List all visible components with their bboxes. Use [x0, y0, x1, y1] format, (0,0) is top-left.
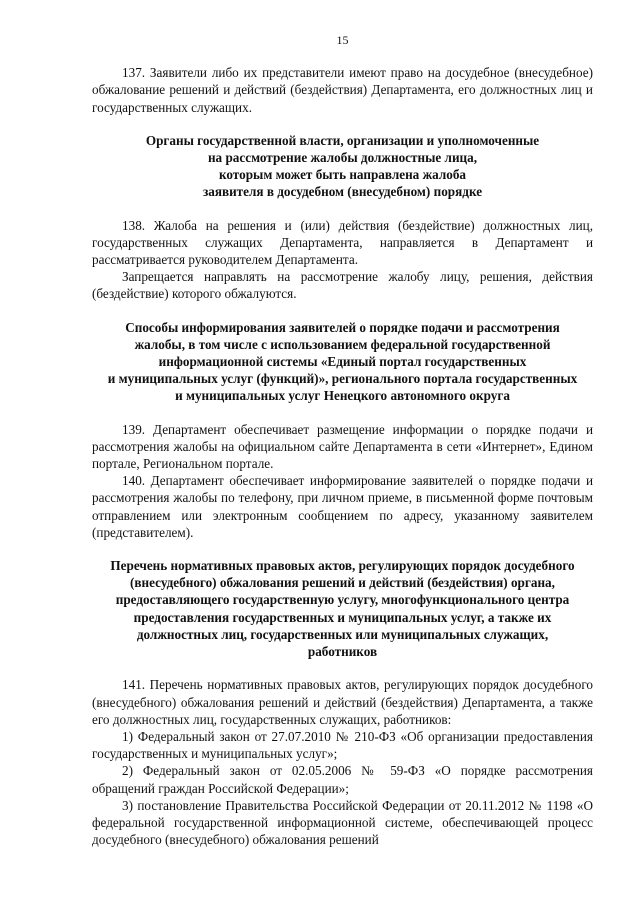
list-item-141-2: 2) Федеральный закон от 02.05.2006 № 59-ФЗ «О порядке рассмотрения обращений граждан Российской Федерации»;: [92, 763, 593, 796]
heading-line: которым может быть направлена жалоба: [218, 167, 467, 183]
heading-line: Способы информирования заявителей о порядке подачи и рассмотрения: [125, 319, 560, 335]
heading-line: предоставления государственных и муниципальных услуг, а также их: [133, 609, 552, 625]
paragraph-138: 138. Жалоба на решения и (или) действия (бездействие) должностных лиц, государственных служащих Департамента, направляется в Департамент и рассматривается руководителем Департамента.: [92, 217, 593, 268]
heading-line: (внесудебного) обжалования решений и действий (бездействия) органа,: [130, 575, 555, 591]
heading-line: и муниципальных услуг (функций)», регионального портала государственных: [107, 371, 578, 387]
list-item-141-3: 3) постановление Правительства Российской Федерации от 20.11.2012 № 1198 «О федеральной государственной информационной системе, обеспечивающей процесс досудебного (внесудебного) обжалования решений: [92, 797, 593, 848]
paragraph-140: 140. Департамент обеспечивает информирование заявителей о порядке подачи и рассмотрения жалобы по телефону, при личном приеме, в письменной форме почтовым отправлением или электронным сообщением по адресу, указанному заявителем (представителем).: [92, 473, 593, 540]
paragraph-141: 141. Перечень нормативных правовых актов, регулирующих порядок досудебного (внесудебного) обжалования решений и действий (бездействия) Департамента, а также его должностных лиц, государственных служащих, работников:: [92, 677, 593, 727]
section-heading-legal-acts: [92, 557, 593, 660]
section-heading-complaint-bodies: [92, 132, 593, 201]
paragraph-137: 137. Заявители либо их представители имеют право на досудебное (внесудебное) обжалование решений и действий (бездействия) Департамента, его должностных лиц и государственных служащих.: [92, 65, 593, 115]
heading-line: заявителя в досудебном (внесудебном) порядке: [202, 184, 483, 200]
heading-line: информационной системы «Единый портал государственных: [158, 354, 527, 370]
heading-line: на рассмотрение жалобы должностные лица,: [207, 150, 478, 166]
page-number: 15: [336, 33, 349, 47]
section-heading-informing-methods: [92, 319, 593, 405]
heading-line: предоставляющего государственную услугу, многофункционального центра: [115, 592, 570, 608]
heading-line: жалобы, в том числе с использованием федеральной государственной: [134, 336, 551, 352]
heading-line: Органы государственной власти, организации и уполномоченные: [145, 132, 540, 148]
paragraph-139: 139. Департамент обеспечивает размещение информации о порядке подачи и рассмотрения жалобы на официальном сайте Департамента в сети «Интернет», Едином портале, Региональном портале.: [92, 421, 593, 472]
heading-line: Перечень нормативных правовых актов, регулирующих порядок досудебного: [110, 558, 575, 574]
heading-line: работников: [307, 644, 378, 660]
list-item-141-1: 1) Федеральный закон от 27.07.2010 № 210-ФЗ «Об организации предоставления государственных и муниципальных услуг»;: [92, 728, 593, 762]
heading-line: должностных лиц, государственных или муниципальных служащих,: [136, 626, 549, 642]
paragraph-138-prohibition: Запрещается направлять на рассмотрение жалобу лицу, решения, действия (бездействие) которого обжалуются.: [92, 269, 593, 302]
heading-line: и муниципальных услуг Ненецкого автономного округа: [175, 388, 510, 404]
